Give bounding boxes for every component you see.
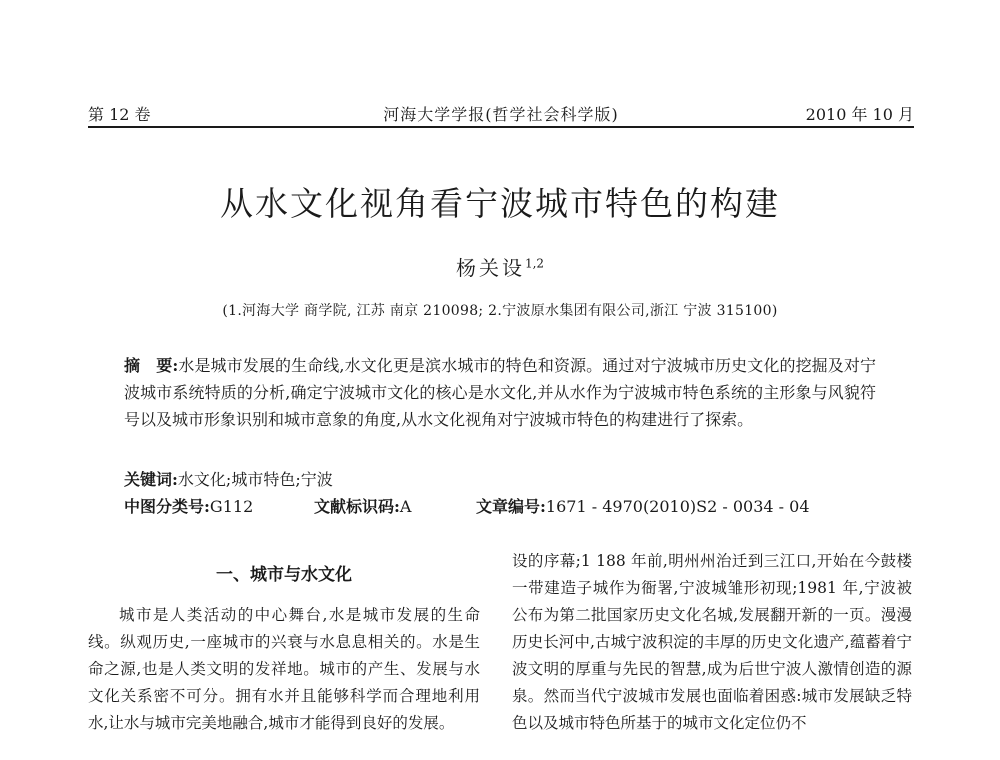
body-paragraph-left: 城市是人类活动的中心舞台,水是城市发展的生命线。纵观历史,一座城市的兴衰与水息息相关的。水是生命之源,也是人类文明的发祥地。城市的产生、发展与水文化关系密不可分。拥有水并且能够科学而合理地利用水,让水与城市完美地融合,城市才能得到良好的发展。 <box>88 606 480 732</box>
author-affiliation: (1.河海大学 商学院, 江苏 南京 210098; 2.宁波原水集团有限公司,浙江 宁波 315100) <box>222 303 778 319</box>
article-no-value: 1671 - 4970(2010)S2 - 0034 - 04 <box>545 497 810 516</box>
keywords-label: 关键词: <box>124 470 178 489</box>
keywords-line <box>124 467 333 490</box>
author-name: 杨关设 <box>455 256 525 280</box>
article-title: 从水文化视角看宁波城市特色的构建 <box>220 184 780 223</box>
journal-name: 河海大学学报(哲学社会科学版) <box>383 105 619 124</box>
clc-field <box>124 494 253 517</box>
article-no-label: 文章编号: <box>476 497 546 516</box>
keywords-value: 水文化;城市特色;宁波 <box>177 470 333 489</box>
doc-code-field <box>314 494 411 517</box>
abstract-label: 摘 要: <box>124 356 179 375</box>
clc-value: G112 <box>209 497 254 516</box>
abstract <box>124 352 876 433</box>
article-no-field <box>476 494 810 517</box>
clc-label: 中图分类号: <box>124 497 210 516</box>
issue-date: 2010 年 10 月 <box>805 105 914 124</box>
author-affiliation-marks: 1,2 <box>524 256 545 271</box>
volume-number: 第 12 卷 <box>88 105 151 124</box>
doc-code-value: A <box>399 497 412 516</box>
body-paragraph-right: 设的序幕;1 188 年前,明州州治迁到三江口,开始在今鼓楼一带建造子城作为衙署,宁波城雏形初现;1981 年,宁波被公布为第二批国家历史文化名城,发展翻开新的一页。漫漫历史长河中,古城宁波积淀的丰厚的历史文化遗产,蕴蓄着宁波文明的厚重与先民的智慧,成为后世宁波人激情创造的源泉。然而当代宁波城市发展也面临着困惑:城市发展缺乏特色以及城市特色所基于的城市文化定位仍不 <box>512 552 912 732</box>
author-line <box>0 252 1000 281</box>
section-heading: 一、城市与水文化 <box>216 565 352 585</box>
body-column-right <box>512 548 912 737</box>
running-header <box>88 100 914 128</box>
doc-code-label: 文献标识码: <box>314 497 400 516</box>
body-column-left <box>88 548 480 737</box>
abstract-text: 水是城市发展的生命线,水文化更是滨水城市的特色和资源。通过对宁波城市历史文化的挖掘及对宁波城市系统特质的分析,确定宁波城市文化的核心是水文化,并从水作为宁波城市特色系统的主形象与风貌符号以及城市形象识别和城市意象的角度,从水文化视角对宁波城市特色的构建进行了探索。 <box>124 356 876 429</box>
